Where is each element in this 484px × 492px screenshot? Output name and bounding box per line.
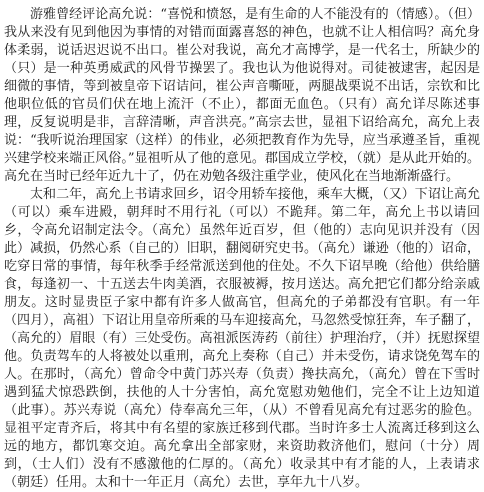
paragraph-2: 太和二年，高允上书请求回乡，诏令用轿车接他，乘车大概，（又）下诏让高允（可以）乘车进殿，朝拜时不用行礼（可以）不跪拜。第二年，高允上书以请回乡，令高允诏制定法令。（高允）虽然年近百岁，但（他的）志向见识并没有（因此）减损，仍然心系（自己的）旧职，翻阅研究史书。（高允）谦逊（他的）诏命，吃穿日常的事情，每年秋季手经常派送到他的住处。不久下诏早晚（给他）供给膳食，每逢初一、十五送去牛肉美酒，衣服被褥，按月送达。高允把它们都分给亲戚朋友。这时显贵臣子家中都有许多人做高官，但高允的子弟都没有官职。有一年（四月），高祖）下诏让用皇帝所乘的马车迎接高允，马忽然受惊狂奔，车子翻了，（高允的）眉眼（有）三处受伤。高祖派医涛药（前往）护理治疗，（并）抚慰探望他。负责驾车的人将被处以重刑，高允上奏称（自己）并未受伤，请求饶免驾车的人。在那时，（高允）曾命令中黄门苏兴寿（负责）搀扶高允，（高允）曾在下雪时遇到猛犬惊恐跌倒，扶他的人十分害怕，高允宽慰劝勉他们，完全不让上边知道（此事）。苏兴寿说（高允）侍奉高允三年，（从）不曾看见高允有过恶劣的脸色。显祖平定青齐后，将其中有名望的家族迁移到代郡。当时许多士人流离迁移到这么远的地方，都饥寒交迫。高允拿出全部家财，来资助救济他们，慰问（十分）周到，（士人们）没有不感激他的仁厚的。（高允）收录其中有才能的人，上表请求（朝廷）任用。太和十一年正月（高允）去世，享年九十八岁。 — [4, 187, 480, 490]
paragraph-1: 游雅曾经评论高允说：“喜悦和愤怒，是有生命的人不能没有的（情感）。（但）我从来没有见到他因为事情的对错而面露喜怒的神色，也就不让人相信吗？高允身体柔弱，说话迟迟说不出口。崔公对我说，高允才高博学，是一代名士，所缺少的（只）是一种英勇威武的风骨节操罢了。我也认为他说得对。司徒被逮害，起因是细微的事情，等到被皇帝下诏诘问，崔公声音嘶哑，两腿战栗说不出话，宗钦和比他职位低的官员们伏在地上流汗（不止），都面无血色。（只有）高允详尽陈述事理，反复说明是非，言辞清晰，声音洪亮。”高宗去世，显祖下诏给高允，高允上表说：“我听说治理国家（这样）的伟业，必须把教育作为先导，应当承遵圣旨，重视兴建学校来端正风俗。”显祖听从了他的意见。郡国成立学校，（就）是从此开始的。高允在当时已经年近九十了，仍在劝勉各级注重学业，使风化在当地渐渐盛行。 — [4, 7, 480, 184]
